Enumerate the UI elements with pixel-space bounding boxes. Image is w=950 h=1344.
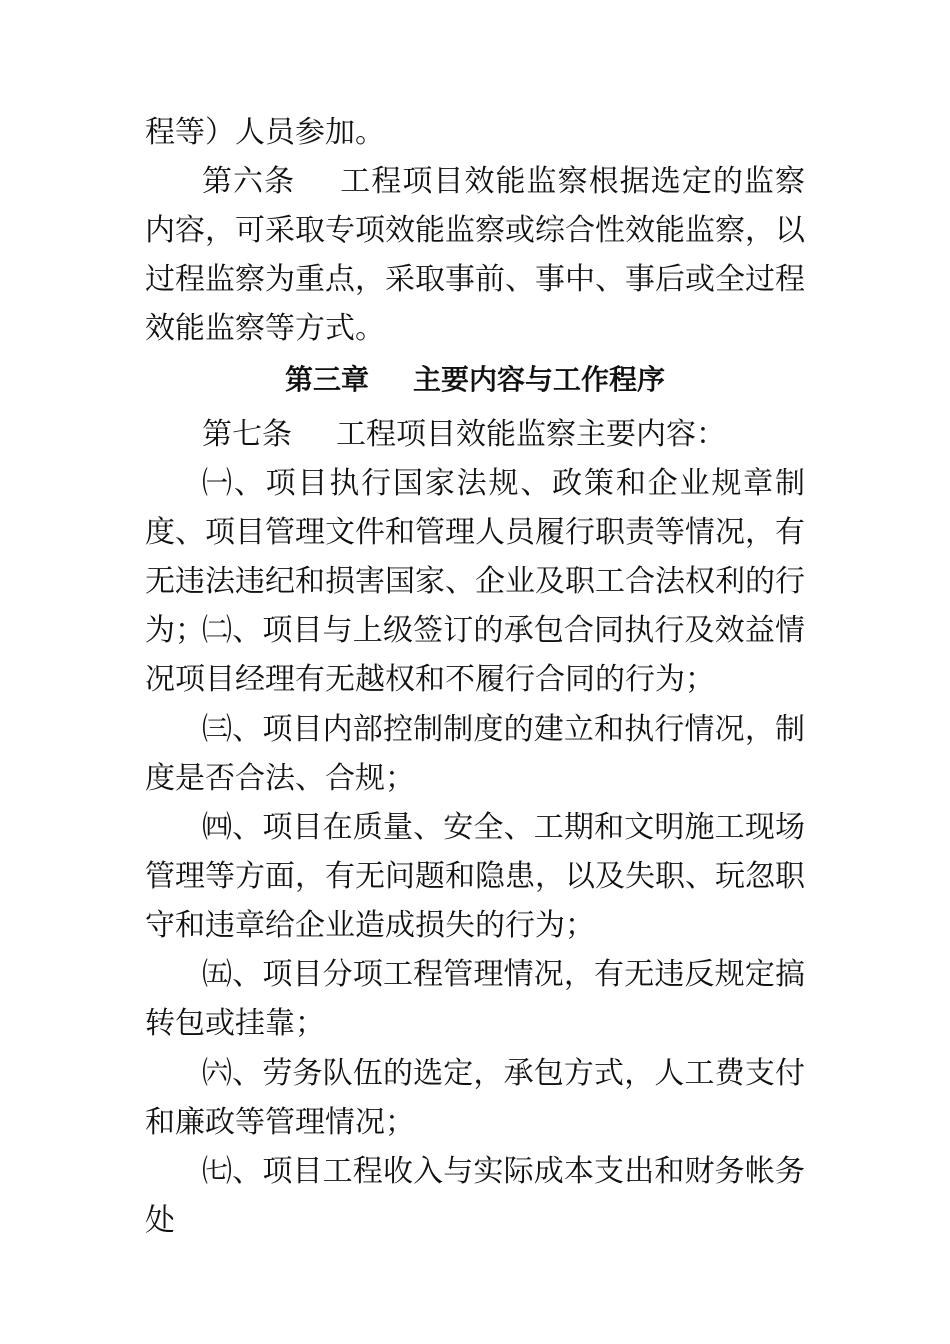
list-item-6: ㈥、劳务队伍的选定，承包方式，人工费支付和廉政等管理情况； (145, 1056, 805, 1140)
list-item-3: ㈢、项目内部控制制度的建立和执行情况，制度是否合法、合规； (145, 712, 805, 796)
paragraph-continuation: 程等）人员参加。 (145, 115, 385, 150)
chapter-3-heading (145, 355, 805, 404)
list-item-5: ㈤、项目分项工程管理情况，有无违反规定搞转包或挂靠； (145, 957, 805, 1041)
article-6-label: 第六条 (202, 164, 296, 199)
chapter-3-title: 主要内容与工作程序 (413, 363, 666, 396)
chapter-3-label: 第三章 (284, 363, 369, 396)
list-item-7: ㈦、项目工程收入与实际成本支出和财务帐务处 (145, 1154, 805, 1238)
article-6 (145, 157, 805, 353)
article-7-label: 第七条 (202, 417, 292, 452)
article-7 (145, 410, 805, 459)
article-6-text: 工程项目效能监察根据选定的监察内容，可采取专项效能监察或综合性效能监察，以过程监察为重点，采取事前、事中、事后或全过程效能监察等方式。 (145, 164, 806, 346)
list-item-2: ㈡、项目与上级签订的承包合同执行及效益情况项目经理有无越权和不履行合同的行为； (145, 613, 805, 697)
list-item-1: ㈠、项目执行国家法规、政策和企业规章制度、项目管理文件和管理人员履行职责等情况，有无违法违纪和损害国家、企业及职工合法权利的行为； (145, 466, 805, 648)
article-7-text: 工程项目效能监察主要内容： (336, 417, 726, 452)
list-item-4: ㈣、项目在质量、安全、工期和文明施工现场管理等方面，有无问题和隐患，以及失职、玩忽职守和违章给企业造成损失的行为； (145, 810, 805, 943)
